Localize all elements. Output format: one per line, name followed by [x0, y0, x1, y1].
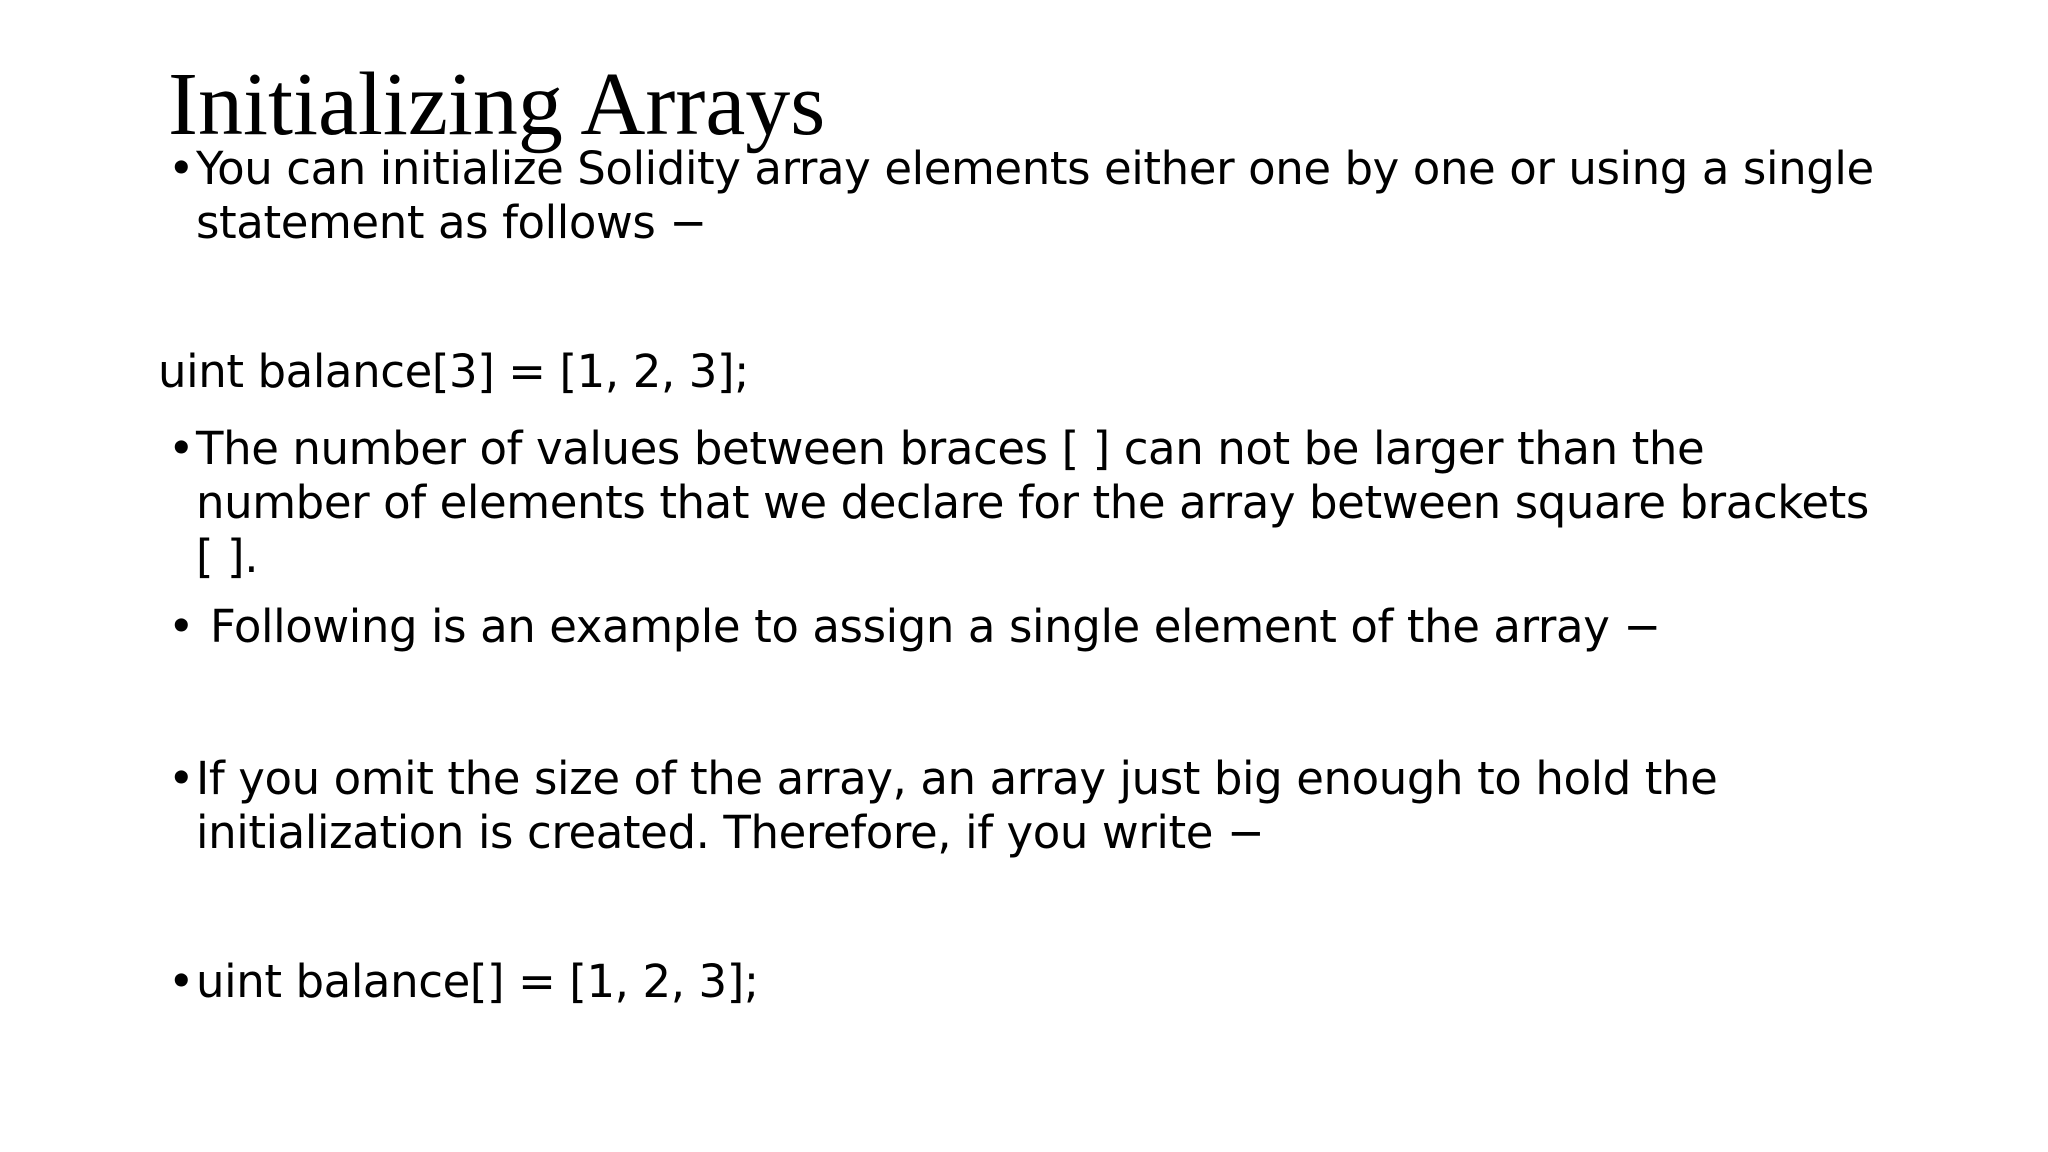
- bullet-line: [ ].: [196, 530, 259, 583]
- code-example: uint balance[3] = [1, 2, 3];: [158, 345, 749, 398]
- bullet-line: The number of values between braces [ ] can not be larger than the: [196, 422, 1705, 475]
- bullet-line: uint balance[] = [1, 2, 3];: [196, 955, 759, 1008]
- slide-title: Initializing Arrays: [168, 55, 826, 154]
- bullet-dot: •: [168, 422, 195, 475]
- bullet-text: [196, 752, 1717, 860]
- bullet-line: initialization is created. Therefore, if you write −: [196, 806, 1265, 859]
- bullet-line: Following is an example to assign a single element of the array −: [210, 600, 1661, 653]
- bullet-text: [210, 600, 1661, 654]
- bullet-dot: •: [168, 752, 195, 805]
- bullet-line: You can initialize Solidity array elements either one by one or using a single: [196, 142, 1874, 195]
- bullet-text: [196, 422, 1869, 584]
- bullet-dot: •: [168, 600, 195, 653]
- bullet-dot: •: [168, 142, 195, 195]
- bullet-dot: •: [168, 955, 195, 1008]
- bullet-text: [196, 142, 1874, 250]
- bullet-text: [196, 955, 759, 1009]
- bullet-line: statement as follows −: [196, 196, 707, 249]
- bullet-line: number of elements that we declare for the array between square brackets: [196, 476, 1869, 529]
- bullet-line: If you omit the size of the array, an array just big enough to hold the: [196, 752, 1718, 805]
